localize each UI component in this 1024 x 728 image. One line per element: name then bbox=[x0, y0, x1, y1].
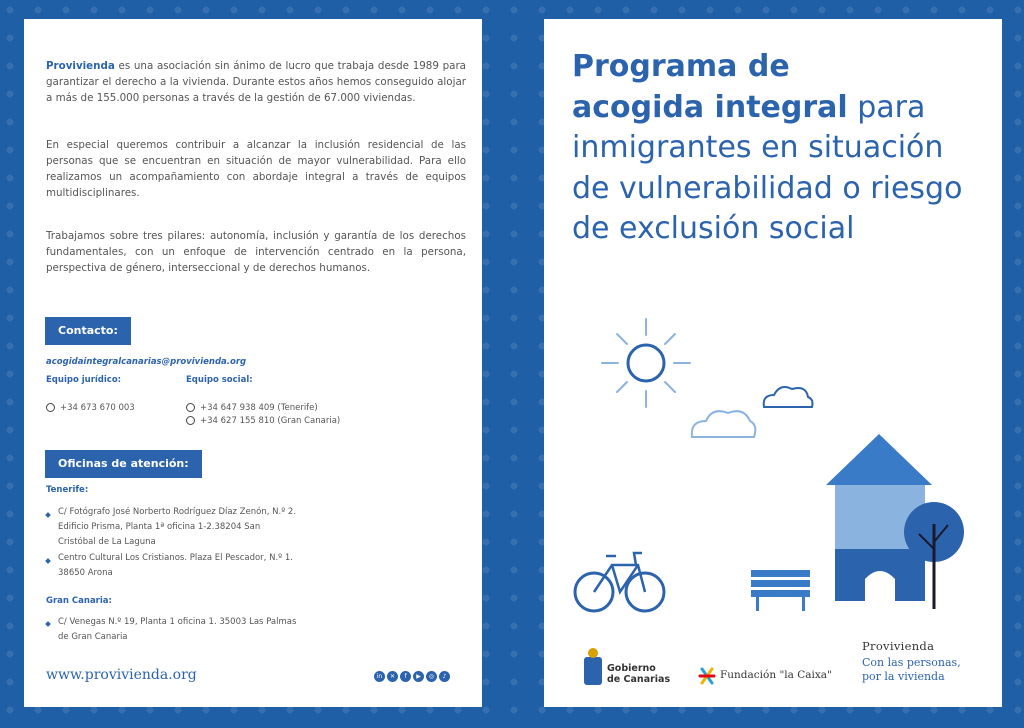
logo-provivienda: Provivienda bbox=[862, 639, 935, 653]
provivienda-tagline bbox=[862, 656, 961, 684]
tenerife-address-2: Centro Cultural Los Cristianos. Plaza El Pescador, N.º 1. 38650 Arona bbox=[58, 553, 293, 578]
facebook-icon[interactable]: f bbox=[400, 671, 411, 682]
cloud-icon bbox=[692, 411, 756, 437]
offices-heading: Oficinas de atención: bbox=[45, 450, 202, 478]
whatsapp-icon bbox=[186, 416, 195, 425]
instagram-icon[interactable]: ◎ bbox=[426, 671, 437, 682]
social-phone-gran-canaria[interactable] bbox=[186, 415, 340, 428]
intro-paragraph bbox=[46, 58, 466, 106]
front-panel bbox=[544, 19, 1002, 707]
legal-team-label: Equipo jurídico: bbox=[46, 375, 122, 385]
back-panel bbox=[24, 19, 482, 707]
tenerife-address-1: C/ Fotógrafo José Norberto Rodríguez Díaz Zenón, N.º 2. Edificio Prisma, Planta 1ª oficina 1-2.38204 San Cristóbal de La Laguna bbox=[58, 507, 297, 547]
cloud-icon bbox=[764, 387, 813, 407]
tiktok-icon[interactable]: ♪ bbox=[439, 671, 450, 682]
bullet-icon bbox=[45, 558, 51, 564]
brand-name: Provivienda bbox=[46, 60, 115, 72]
social-phone-1-text: +34 647 938 409 (Tenerife) bbox=[200, 403, 318, 413]
youtube-icon[interactable]: ▶ bbox=[413, 671, 424, 682]
illustration bbox=[544, 19, 1002, 707]
pillars-paragraph: Trabajamos sobre tres pilares: autonomía, inclusión y garantía de los derechos fundamentales, con un enfoque de intervención centrado en la persona, perspectiva de género, interseccional y de derechos humanos. bbox=[46, 230, 466, 274]
contact-heading: Contacto: bbox=[45, 317, 131, 345]
gobierno-shield-icon bbox=[584, 648, 602, 685]
tagline-line-2: por la vivienda bbox=[862, 670, 945, 683]
website-link[interactable]: www.provivienda.org bbox=[46, 667, 197, 683]
tagline-line-1: Con las personas, bbox=[862, 656, 961, 669]
bench-icon bbox=[751, 570, 810, 611]
whatsapp-icon bbox=[46, 403, 55, 412]
gran-canaria-address: C/ Venegas N.º 19, Planta 1 oficina 1. 35003 Las Palmas de Gran Canaria bbox=[58, 617, 297, 642]
bullet-icon bbox=[45, 621, 51, 627]
gobierno-line-2: de Canarias bbox=[607, 674, 671, 685]
bullet-icon bbox=[45, 512, 51, 518]
social-icons bbox=[374, 671, 450, 682]
logo-fundacion-la-caixa: Fundación "la Caixa" bbox=[720, 669, 832, 681]
linkedin-icon[interactable]: in bbox=[374, 671, 385, 682]
gran-canaria-label: Gran Canaria: bbox=[46, 596, 112, 606]
title-bold-line-1: Programa de bbox=[572, 49, 790, 84]
contact-email[interactable]: acogidaintegralcanarias@provivienda.org bbox=[46, 357, 247, 367]
tenerife-label: Tenerife: bbox=[46, 485, 89, 495]
la-caixa-star-icon bbox=[700, 669, 714, 683]
social-phone-2-text: +34 627 155 810 (Gran Canaria) bbox=[200, 416, 341, 426]
whatsapp-icon bbox=[186, 403, 195, 412]
bicycle-icon bbox=[575, 553, 664, 611]
title-bold-line-2: acogida integral bbox=[572, 89, 848, 125]
social-phone-tenerife[interactable] bbox=[186, 402, 318, 415]
legal-phone-text: +34 673 670 003 bbox=[60, 403, 135, 413]
social-team-label: Equipo social: bbox=[186, 375, 253, 385]
inclusion-paragraph: En especial queremos contribuir a alcanzar la inclusión residencial de las personas que se encuentran en situación de mayor vulnerabilidad. Para ello realizamos un acompañamiento con abordaje integral a través de equipos multidisciplinares. bbox=[46, 139, 466, 199]
gobierno-line-1: Gobierno bbox=[607, 663, 656, 674]
logo-gobierno bbox=[607, 663, 670, 685]
intro-text: es una asociación sin ánimo de lucro que trabaja desde 1989 para garantizar el derecho a la vivienda. Durante estos años hemos conseguido alojar a más de 155.000 personas a través de la gestión de 67.000 viviendas. bbox=[46, 60, 466, 104]
legal-phone[interactable] bbox=[46, 402, 135, 415]
sun-icon bbox=[602, 319, 690, 407]
x-icon[interactable]: ✕ bbox=[387, 671, 398, 682]
title-rest: para inmigrantes en situación de vulnerabilidad o riesgo de exclusión social bbox=[572, 89, 963, 246]
